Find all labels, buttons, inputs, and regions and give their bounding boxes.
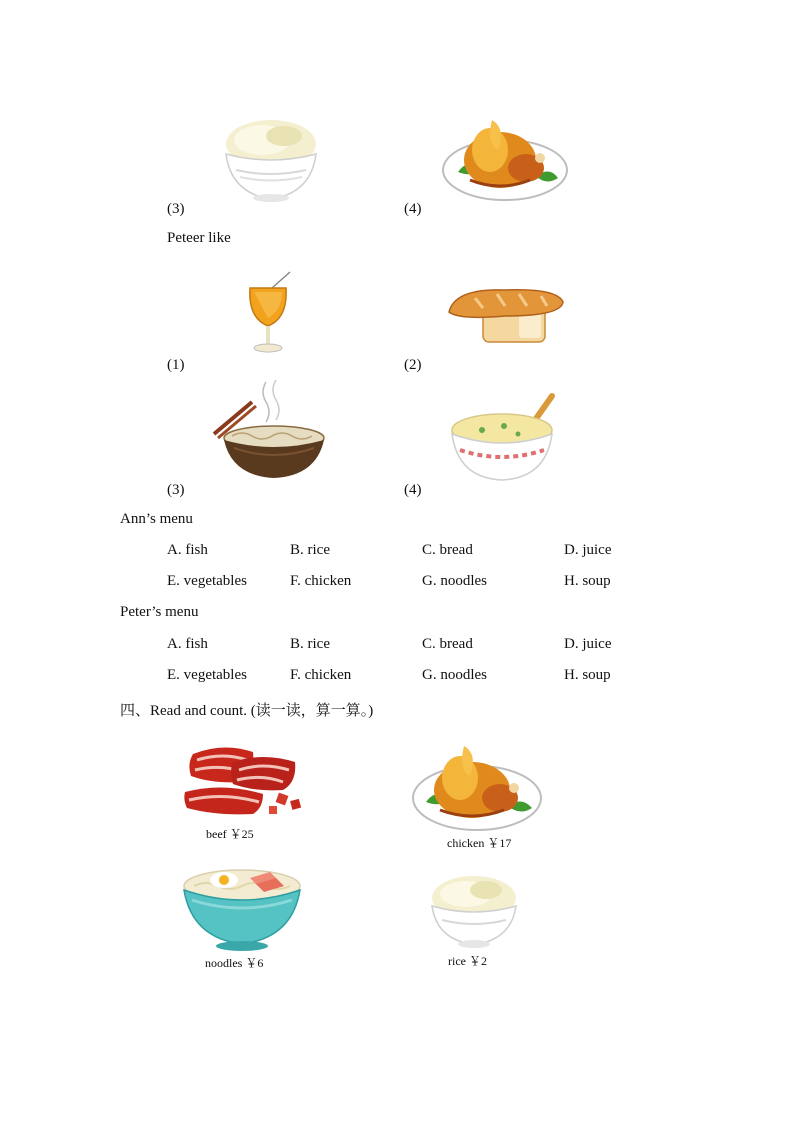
- ann-menu-option: E. vegetables: [167, 573, 247, 589]
- peter-heading: Peteer like: [167, 230, 231, 246]
- ann-menu-title: Ann’s menu: [120, 511, 193, 527]
- roast-chicken-icon: [440, 110, 570, 206]
- ann-item-label-4: (4): [404, 201, 422, 217]
- ann-menu-option: B. rice: [290, 542, 330, 558]
- rice-bowl-icon: [428, 872, 520, 950]
- peter-menu-option: D. juice: [564, 636, 612, 652]
- bread-icon: [445, 282, 567, 346]
- peter-item-label-4: (4): [404, 482, 422, 498]
- peter-item-label-3: (3): [167, 482, 185, 498]
- noodles-bowl-icon: [180, 864, 304, 954]
- rice-caption: rice ￥2: [448, 954, 487, 968]
- peter-menu-option: B. rice: [290, 636, 330, 652]
- ann-menu-option: A. fish: [167, 542, 208, 558]
- rice-bowl-icon: [222, 114, 320, 204]
- peter-menu-option: G. noodles: [422, 667, 487, 683]
- peter-menu-option: H. soup: [564, 667, 611, 683]
- peter-menu-option: F. chicken: [290, 667, 352, 683]
- noodles-caption: noodles ￥6: [205, 956, 264, 970]
- peter-item-label-2: (2): [404, 357, 422, 373]
- beef-icon: [183, 742, 311, 818]
- noodles-bowl-icon: [212, 378, 328, 480]
- ann-menu-option: H. soup: [564, 573, 611, 589]
- peter-menu-option: A. fish: [167, 636, 208, 652]
- peter-menu-option: C. bread: [422, 636, 473, 652]
- soup-bowl-icon: [448, 390, 562, 486]
- ann-item-label-3: (3): [167, 201, 185, 217]
- ann-menu-option: C. bread: [422, 542, 473, 558]
- ann-menu-option: G. noodles: [422, 573, 487, 589]
- peter-menu-title: Peter’s menu: [120, 604, 199, 620]
- chicken-caption: chicken ￥17: [447, 836, 512, 850]
- roast-chicken-icon: [410, 738, 544, 834]
- ann-menu-option: D. juice: [564, 542, 612, 558]
- peter-menu-option: E. vegetables: [167, 667, 247, 683]
- beef-caption: beef ￥25: [206, 827, 254, 841]
- juice-glass-icon: [242, 270, 296, 356]
- section-4-heading: 四、Read and count. (读一读，算一算。): [120, 703, 374, 719]
- ann-menu-option: F. chicken: [290, 573, 352, 589]
- peter-item-label-1: (1): [167, 357, 185, 373]
